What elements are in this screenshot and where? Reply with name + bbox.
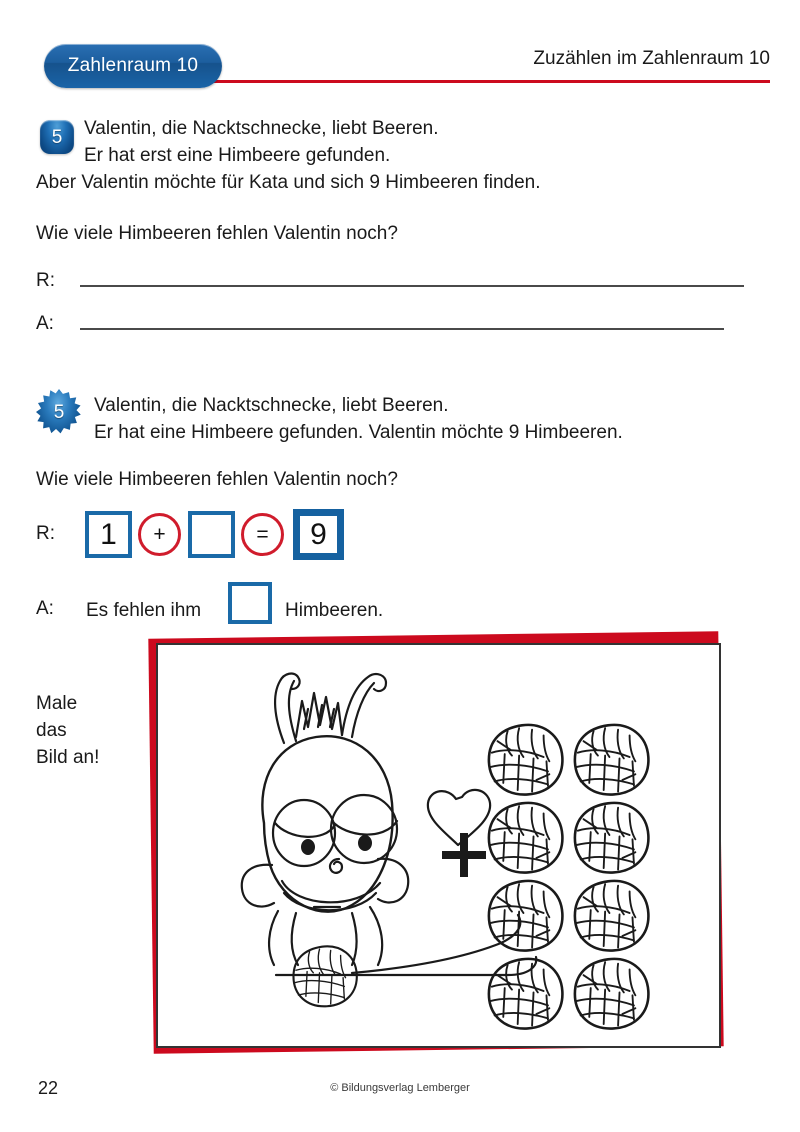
task-1-line-2: Er hat erst eine Himbeere gefunden. [84,145,391,166]
picture-frame [156,643,721,1048]
raspberry-icon [575,725,649,795]
chapter-badge [44,44,222,88]
task-2-number-badge [36,389,82,435]
raspberry-icon [489,803,563,873]
equation-plus-operator: + [138,513,181,556]
task-1-answer-line-r[interactable] [80,285,744,287]
task-1-line-3: Aber Valentin möchte für Kata und sich 9 Himbeeren finden. [36,172,541,193]
color-instruction-line-3: Bild an! [36,747,100,768]
coloring-illustration [156,643,721,1048]
task-1-label-r: R: [36,270,55,291]
page-number: 22 [38,1078,59,1098]
page-title: Zuzählen im Zahlenraum 10 [533,48,770,69]
task-2-question: Wie viele Himbeeren fehlen Valentin noch? [36,469,398,490]
header-red-rule [150,80,770,83]
task-2-line-1: Valentin, die Nacktschnecke, liebt Beeren. [94,395,449,416]
raspberry-icon [575,959,649,1029]
task-1-label-a: A: [36,313,54,334]
raspberry-icon [575,803,649,873]
task-1-line-1: Valentin, die Nacktschnecke, liebt Beeren. [84,118,439,139]
task-2-number: 5 [53,402,65,423]
equation-operand-2-input[interactable] [188,511,235,558]
color-instruction-line-2: das [36,720,67,741]
task-1-number-badge [40,120,74,154]
chapter-badge-label: Zahlenraum 10 [67,55,199,76]
frame-red-shadow [148,631,723,1053]
task-2-answer-text-after: Himbeeren. [285,600,384,621]
task-2-label-a: A: [36,598,54,619]
task-2-answer-text-before: Es fehlen ihm [86,600,202,621]
raspberry-icon [489,881,563,951]
task-2-answer-box-input[interactable] [228,582,272,624]
copyright-notice: © Bildungsverlag Lemberger [330,1082,470,1094]
raspberry-icon [575,881,649,951]
equation-result: 9 [293,509,344,560]
raspberry-icon [489,725,563,795]
task-2-line-2: Er hat eine Himbeere gefunden. Valentin möchte 9 Himbeeren. [94,422,623,443]
task-2-label-r: R: [36,523,55,544]
equation-operand-1: 1 [85,511,132,558]
task-1-number: 5 [51,126,63,148]
task-1-answer-line-a[interactable] [80,328,724,330]
color-instruction-line-1: Male [36,693,78,714]
page-header [0,0,800,96]
raspberry-icon [489,959,563,1029]
equation-equals-operator: = [241,513,284,556]
task-1-question: Wie viele Himbeeren fehlen Valentin noch? [36,223,398,244]
